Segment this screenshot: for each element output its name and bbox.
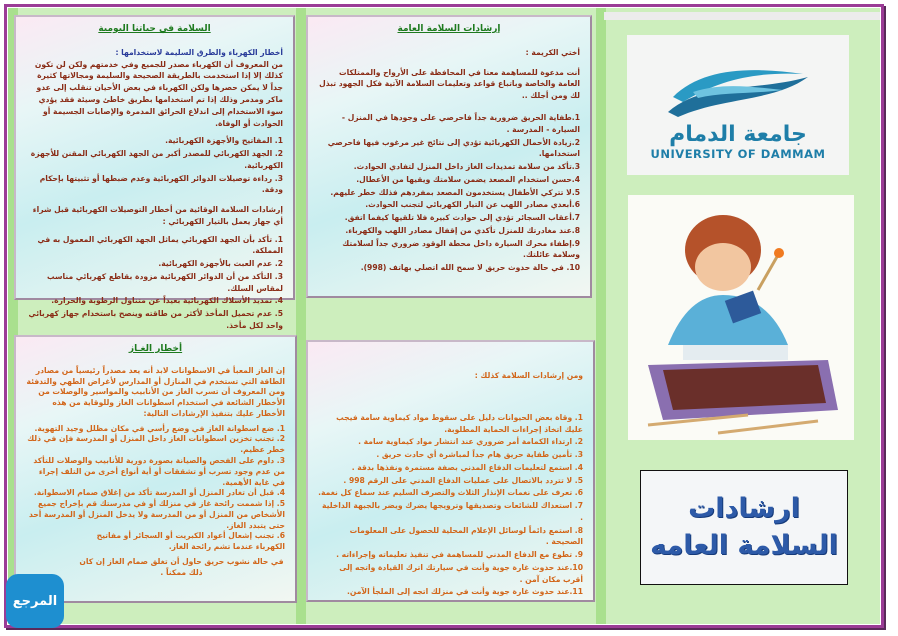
list-item: 9. تطوع مع الدفاع المدني للمساهمة في تنفيذ تعليماته وإجراءاته . — [336, 550, 583, 560]
list-item: 7.أعقاب السجائر تؤدي إلى حوادث كبيرة فلا تلقيها كيفما اتفق. — [344, 213, 580, 223]
intro-text: أنت مدعوة للمساهمة معنا في المحافظة على الأرواح والممتلكات العامة والخاصة وباتباع قواعد وتعليمات السلامة الآتية فكل الجهود تبذل لك ومن أجلك .. — [319, 67, 580, 101]
list-item: 4. استمع لتعليمات الدفاع المدني بصفة مستمرة ونفذها بدقة . — [351, 462, 583, 472]
list-item: 7. استعداك للشائعات وتصديقها وترويجها يضرك ويضر بالجبهة الداخلية . — [322, 501, 583, 522]
list-item: 2. عدم العبث بالأجهزة الكهربائية. — [158, 259, 283, 269]
university-logo — [627, 35, 849, 175]
logo-arabic: جامعة الدمام — [669, 122, 807, 147]
cover-top-edge — [604, 12, 880, 20]
list-item: 6. تجنب إشعال أعواد الكبريت أو السجائر أو مفاتيح الكهرباء عندما تشم رائحة الغاز. — [96, 531, 285, 552]
wave-logo-icon — [663, 62, 813, 122]
list-item: 5. لا تتردد بالاتصال على عمليات الدفاع المدني على الرقم 998 . — [343, 475, 583, 485]
list — [26, 234, 283, 332]
boy-with-matches-illustration — [628, 195, 854, 440]
list-item: 5. إذا شممت رائحة غاز في منزلك أو في مدرستك قم بإخراج جميع الأشخاص من المنزل أو من المدرسة ولا يدخل المنزل أو المدرسة أحد حتى يتبدد الغاز. — [28, 499, 285, 530]
list — [318, 412, 583, 598]
green-strip — [296, 8, 306, 624]
intro-text: من المعروف أن الكهرباء مصدر للجميع وفي خدمتهم ولكن لن تكون كذلك إلا إذا استخدمت بالطريقة الصحيحة والسليمة ومجالاتها كثيرة جداً لا يمكن حصرها ولكن الكهرباء في بعض الأحيان تنقلب إلى عدو ماكر ومدمر وذلك إذا تم استخدامها بطريق خاطئ وسيئة فقد يؤدي سوء الاستخدام إلى اندلاع الحرائق المدمرة والإصابات الجسيمة أو الحوادث أو الوفاة. — [34, 59, 283, 128]
list-item: 1. ضع اسطوانة الغاز في وضع رأسي في مكان مظلل وجيد التهوية. — [34, 423, 285, 433]
panel-title: إرشادات السلامة العامة — [397, 24, 501, 34]
logo-english: UNIVERSITY OF DAMMAM — [650, 147, 826, 161]
list-item: 6. تعرف على نغمات الإنذار الثلاث والتصرف السليم عند سماع كل نغمة. — [318, 488, 583, 498]
list-item: 1.طفاية الحريق ضرورية جداً فاحرصي على وجودها في المنزل - السيارة - المدرسة . — [341, 113, 580, 134]
list-item: 3.تأكد من سلامة تمديدات الغاز داخل المنزل لتفادي الحوادث. — [353, 162, 580, 172]
section-heading: ومن إرشادات السلامة كذلك : — [474, 371, 583, 380]
list-item: 8. استمع دائماً لوسائل الإعلام المحلية للحصول على المعلومات الصحيحة . — [349, 525, 583, 547]
list-item: 3. رداءة توصيلات الدوائر الكهربائية وعدم ضبطها أو تثبيتها بإحكام ودقة. — [39, 173, 283, 195]
list-item: 5.لا تتركي الأطفال يستخدمون المصعد بمفردهم فذلك خطر عليهم. — [330, 187, 580, 197]
list-item: 1. المفاتيح والأجهزة الكهربائية. — [165, 136, 283, 146]
list — [318, 112, 580, 274]
list-item: 9.إطفاء محرك السيارة داخل محطة الوقود ضروري جداً لسلامتك وسلامة عائلتك. — [342, 238, 580, 260]
section-heading: إرشادات السلامة الوقائية من أخطار التوصيلات الكهربائية قبل شراء أي جهاز يعمل بالتيار الكهربائي : — [32, 205, 283, 226]
footer-note: في حالة نشوب حريق حاول أن تغلق صمام الغاز إن كان ذلك ممكناً . — [79, 557, 284, 577]
list-item: 1. وقاة بعض الحيوانات دليل على سقوط مواد كيماوية سامة فيجب عليك اتخاذ إجراءات الحماية المطلوبة. — [336, 412, 583, 434]
green-strip — [596, 8, 606, 624]
list-item: 3. التأكد من أن الدوائر الكهربائية مزودة بقاطع كهربائي مناسب لمقاس السلك. — [47, 271, 283, 293]
list-item: 11.عند حدوث غارة جوية وأنت في منزلك اتجه إلى الملجأ الآمن. — [347, 587, 583, 597]
panel-title: أخطار الغـاز — [128, 344, 183, 354]
greeting: أختي الكريمة : — [525, 47, 580, 57]
list-item: 2. تجنب تخزين اسطوانات الغاز داخل المنزل أو المدرسة فإن في ذلك خطر عظيم. — [27, 434, 285, 455]
list-item: 6.أبعدي مصادر اللهب عن التيار الكهربائي لتجنب الحوادث. — [365, 200, 580, 210]
list-item: 1. تأكد بأن الجهد الكهربائي يماثل الجهد الكهربائي المعمول به في المملكة. — [37, 234, 283, 256]
panel-gas-hazards — [14, 335, 297, 603]
list-item: 4. تمديد الأسلاك الكهربائية بعيداً عن متناول الرطوبة والحرارة. — [51, 296, 283, 306]
list-item: 3. تأمين طفاية حريق هام جداً لمباشرة أي حادث حريق . — [376, 450, 583, 460]
list — [26, 135, 283, 196]
watermark-logo — [6, 574, 64, 628]
illustration-image — [628, 195, 854, 440]
list-item: 4. قبل أن تغادر المنزل أو المدرسة تأكد من إغلاق صمام الاسطوانة. — [33, 488, 285, 498]
list-item: 2. الجهد الكهربائي للمصدر أكبر من الجهد الكهربائي المقنن للأجهزة الكهربائية. — [30, 149, 283, 170]
list-item: 2.زيادة الأحمال الكهربائية تؤدي إلى نتائج غير مرغوب فيها فاحرصي استخدامها. — [327, 137, 580, 159]
panel-more-guidelines — [306, 340, 595, 602]
title-line-2: السلامة العامه — [650, 529, 838, 561]
list-item: 2. ارتداء الكمامة أمر ضروري عند انتشار مواد كيماوية سامة . — [358, 437, 583, 447]
list-item: 10.عند حدوث غارة جوية وأنت في سيارتك اترك القيادة واتجه إلى أقرب مكان آمن . — [339, 562, 583, 584]
list-item: 8.عند مغادرتك للمنزل تأكدي من إقفال مصادر اللهب والكهرباء. — [345, 225, 580, 235]
list-item: 10. في حالة حدوث حريق لا سمح الله اتصلي بهاتف (998). — [360, 263, 580, 273]
title-line-1: ارشادات — [688, 493, 800, 525]
panel-daily-safety — [14, 15, 295, 331]
list-item: 5. عدم تحميل المأخذ لأكثر من طاقته وينصح باستخدام جهاز كهربائي واحد لكل مأخذ. — [28, 309, 283, 331]
list-item: 4.حسن استخدام المصعد يضمن سلامتك ويقيها من الأعطال. — [356, 174, 580, 184]
panel-general-safety — [306, 15, 592, 298]
list — [26, 424, 285, 553]
subtitle: أخطار الكهرباء والطرق السليمة لاستخدامها : — [115, 47, 283, 57]
brochure-title — [640, 470, 848, 585]
watermark-text: المرجع — [12, 593, 58, 609]
panel-title: السلامة في حياتنا اليومية — [98, 24, 211, 34]
intro-text: إن الغاز المعبأ في الاسطوانات لابد أنه يعد مصدراً رئيسياً من مصادر الطاقة التي تستخدم في المنازل أو المدارس لأغراض الطهي والتدفئة ومن المعروف أن تسرب الغاز من الأنابيب والمواسير والوصلات من الأخطار الشائعة في استخدام اسطوانات الغاز وللوقاية من هذه الأخطار عليك بتنفيذ الإرشادات التالية: — [26, 365, 285, 418]
list-item: 3. داوم على الفحص والصيانة بصورة دورية للأنابيب والوصلات للتأكد من عدم وجود تسرب أو تشققات أو أية أنواع أخرى من التلف إجراء في غاية الأهمية. — [33, 456, 285, 487]
